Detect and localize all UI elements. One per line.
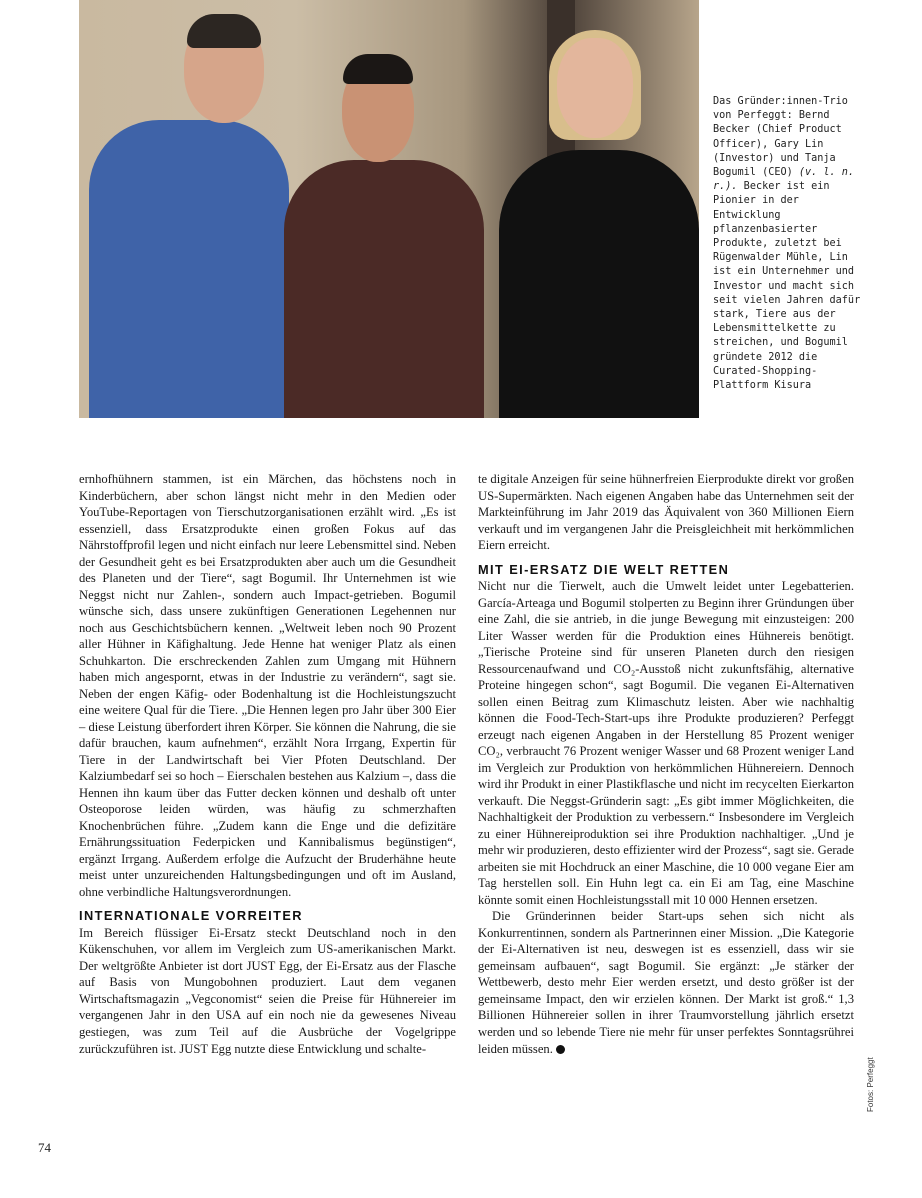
left-paragraph-2: Im Bereich flüssiger Ei-Ersatz steckt Deutschland noch in den Kükenschuhen, vor allem im Vergleich zum US-amerikanischen Markt. Der weltgrößte Anbieter ist dort JUST Egg, der Ei-Ersatz aus der Flasche auf Basis von Mungobohnen produziert. Laut dem veganen Wirtschaftsmagazin „Vegconomist“ seien die Preise für Hühnereier im vergangenen Jahr in den USA auf ein noch nie da gewesenes Niveau gestiegen, was zum Teil auf die Ausbrüche der Vogelgrippe zurückzuführen ist. JUST Egg nutzte diese Entwicklung und schalte-	[79, 925, 456, 1056]
page-number: 74	[38, 1140, 51, 1155]
person-center-hair	[343, 54, 413, 84]
caption-text-b: Becker ist ein Pionier in der Entwicklung pflanzenbasierter Produkte, zuletzt bei Rügenwalder Mühle, Lin ist ein Unternehmer und Investor und macht sich seit vielen Jahren dafür stark, Tiere aus der Lebensmittelkette zu streichen, und Bogumil gründete 2012 die Curated-Shopping-Plattform Kisura	[713, 181, 861, 392]
right-paragraph-3-text: Die Gründerinnen beider Start-ups sehen sich nicht als Konkurrentinnen, sondern als Partnerinnen einer Mission. „Die Kategorie der Ei-Alternativen ist neu, deswegen ist es essenziell, dass wir sie gemeinsam aufbauen“, sagt Bogumil. Sie ergänzt: „Je stärker der Wettbewerb, desto mehr Eier werden ersetzt, und desto größer ist der gemeinsame Impact, den wir erzielen können. Der Markt ist groß.“ 1,3 Billionen Hühnereier sollen in ihrer Traumvorstellung jährlich ersetzt werden und so lebende Tiere nie mehr für unser perfektes Sonntagsrührei leiden müssen.	[478, 909, 854, 1056]
article-end-icon	[556, 1045, 565, 1054]
person-right-head	[557, 38, 633, 138]
photo-caption	[713, 95, 863, 393]
left-column	[79, 471, 456, 1057]
person-left-hair	[187, 14, 261, 48]
person-center-body	[284, 160, 484, 418]
caption-text-italic: (v. l. n. r.).	[713, 167, 855, 193]
photo-credit: Fotos: Perfeggt	[866, 1057, 875, 1112]
section-heading-internationale-vorreiter: INTERNATIONALE VORREITER	[79, 908, 303, 924]
person-right-body	[499, 150, 699, 418]
caption-text-a: Das Gründer:innen-Trio von Perfeggt: Bernd Becker (Chief Product Officer), Gary Lin (Investor) und Tanja Bogumil (CEO)	[713, 96, 848, 179]
right-paragraph-2: Nicht nur die Tierwelt, auch die Umwelt leidet unter Legebatterien. García-Arteaga und Bogumil stolperten zu Beginn ihrer Gründungen über eine Zahl, die sie antrieb, in die junge Bewegung mit einzusteigen: 200 Liter Wasser werden für die Produktion eines Hühnereis benötigt. „Tierische Proteine sind für unseren Planeten durch den riesigen Ressourcenaufwand und CO₂-Ausstoß nicht zukunftsfähig, alternative Proteine hingegen schon“, sagt Bogumil. Die veganen Ei-Alternativen sollen einen Beitrag zum Klimaschutz leisten. Aber wie nachhaltig können die Food-Tech-Start-ups ihre Produkte produzieren? Perfeggt erzeugt nach eigenen Angaben in der Herstellung 85 Prozent weniger CO₂, verbraucht 76 Prozent weniger Wasser und 68 Prozent weniger Land im Vergleich zur Produktion von herkömmlichen Hühnereiern. Dennoch wird ihr Produkt in einer Plastikflasche und nicht im recycelten Eierkarton verkauft. Die Neggst-Gründerin sagt: „Es gibt immer Möglichkeiten, die Nachhaltigkeit der Produktion zu verbessern.“ Insbesondere im Vergleich zu einer Hühnereiproduktion sei ihre Produktion nachhaltiger. „Und je mehr wir produzieren, desto effizienter wird der Prozess“, sagt sie. Gerade arbeiten sie mit Hochdruck an einer Maschine, die 10 000 vegane Eier am Tag herstellen soll. Ein Huhn legt ca. ein Ei am Tag, eine Maschine könnte somit einen Hochleistungsstall mit 10 000 Hennen ersetzen.	[478, 579, 854, 907]
right-paragraph-1: te digitale Anzeigen für seine hühnerfreien Eierprodukte direkt vor großen US-Supermärkten. Nach eigenen Angaben habe das Unternehmen seit der Markteinführung im Jahr 2019 das Äquivalent von 360 Millionen Eiern verkauft und im vergangenen Jahr die Preisgleichheit mit herkömmlichen Eiern erreicht.	[478, 472, 854, 553]
section-heading-ei-ersatz: MIT EI-ERSATZ DIE WELT RETTEN	[478, 561, 730, 577]
person-left-body	[89, 120, 289, 418]
right-column	[478, 471, 854, 1057]
right-paragraph-3	[478, 908, 854, 1057]
founders-photo	[79, 0, 699, 418]
left-paragraph-1: ernhofhühnern stammen, ist ein Märchen, das höchstens noch in Kinderbüchern, aber schon längst nicht mehr in den Medien oder YouTube-Reportagen von Tierschutzorganisationen erzählt wird. „Es ist essenziell, dass Ersatzprodukte einen großen Fokus auf das Nährstoffprofil legen und nicht einfach nur leere Lebensmittel sind. Neben der Gesundheit geht es bei Ersatzprodukten aber auch um die Gesundheit des Planeten und der Tiere“, sagt Bogumil. Ihr Unternehmen ist wie Neggst nicht nur Zahlen-, sondern auch Impact-getrieben. Bogumil wünsche sich, dass unsere zukünftigen Generationen Legehennen nur noch aus Geschichtsbüchern kennen. „Weltweit leben noch 90 Prozent aller Hühner in Käfighaltung. Jede Henne hat weniger Platz als einen Schuhkarton. Die erschreckenden Zahlen zum Umgang mit Hühnern haben mich angespornt, etwas in der Industrie zu verändern“, sagt sie. Neben der engen Käfig- oder Bodenhaltung ist die Hochleistungszucht eine weitere Qual für die Tiere. „Die Hennen legen pro Jahr über 300 Eier – diese Leistung überfordert ihren Körper. Sie können die Nahrung, die sie dafür brauchen, kaum aufnehmen“, erzählt Nora Irrgang, Expertin für Tiere in der Landwirtschaft bei Vier Pfoten Deutschland. Der Kalziumbedarf sei so hoch – Eierschalen bestehen aus Kalzium –, dass die Hennen ihn kaum über das Futter decken können und deshalb oft unter Osteoporose leiden würden, was häufig zu schmerzhaften Knochenbrüchen führe. „Zudem kann die Enge und die defizitäre Ernährungssituation Federpicken und Kannibalismus begünstigen“, ergänzt Irrgang. Außerdem erfolge die Aufzucht der Bruderhähne heute meist unter unzureichenden Haltungsbedingungen und oft im Ausland, ohne verbindliche Haltungsverordnungen.	[79, 472, 456, 899]
